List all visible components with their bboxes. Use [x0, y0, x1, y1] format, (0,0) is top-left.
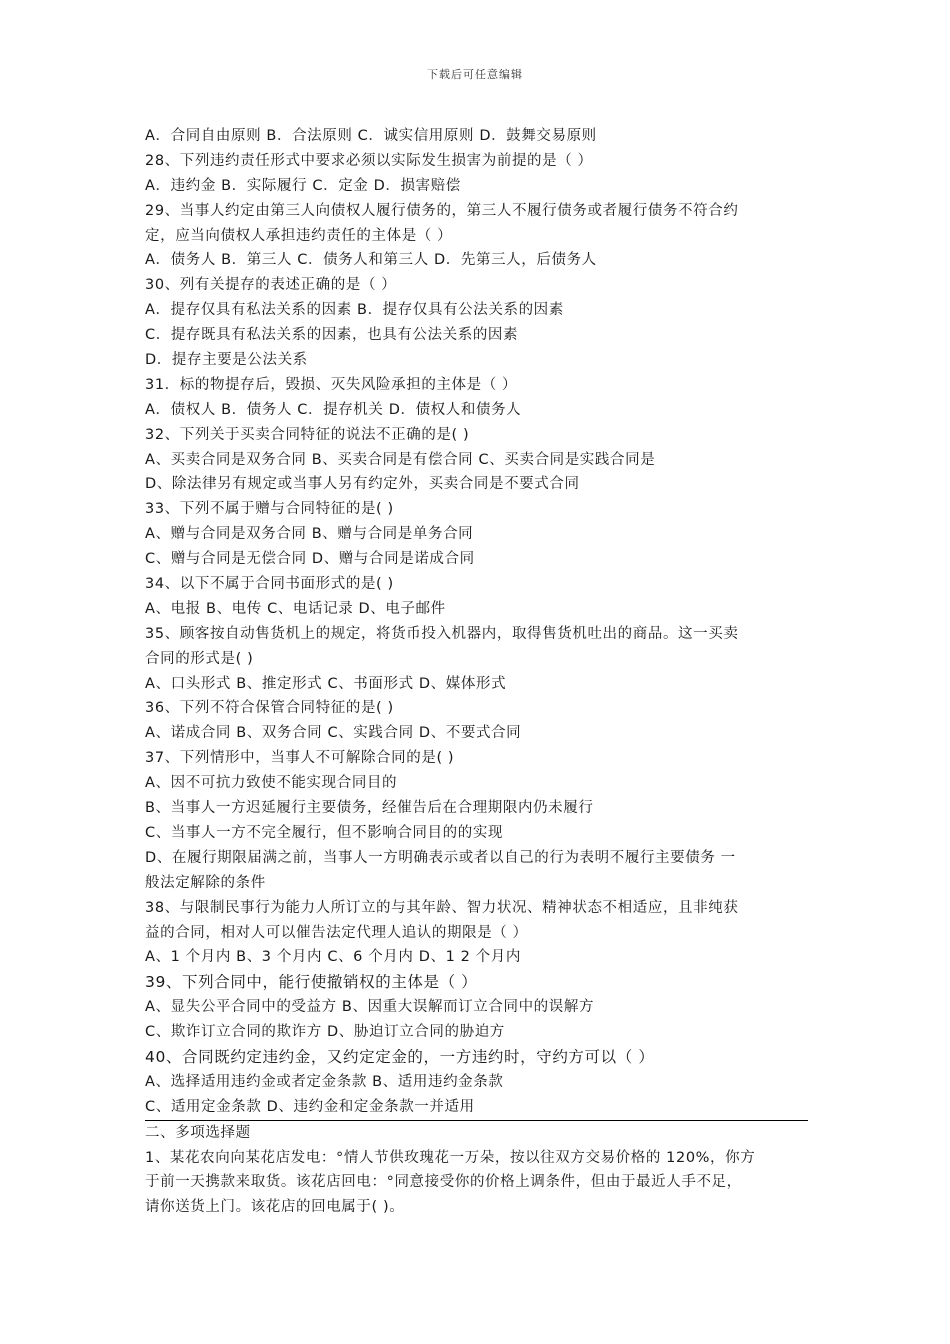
question-line: 32、下列关于买卖合同特征的说法不正确的是( ) [145, 426, 470, 443]
answer-line: A、显失公平合同中的受益方 B、因重大误解而订立合同中的误解方 [145, 999, 595, 1016]
answer-line: 般法定解除的条件 [145, 874, 266, 891]
question-line: 合同的形式是( ) [145, 650, 254, 667]
answer-line: B、当事人一方迟延履行主要债务，经催告后在合理期限内仍未履行 [145, 800, 594, 817]
question-line: 29、当事人约定由第三人向债权人履行债务的，第三人不履行债务或者履行债务不符合约 [145, 202, 739, 219]
question-line: 益的合同，相对人可以催告法定代理人追认的期限是（ ） [145, 924, 528, 941]
page-header: 下载后可任意编辑 [427, 68, 523, 81]
answer-line: A．提存仅具有私法关系的因素 B．提存仅具有公法关系的因素 [145, 302, 564, 319]
question-line: 34、以下不属于合同书面形式的是( ) [145, 576, 394, 593]
question-line: 39、下列合同中，能行使撤销权的主体是（ ） [145, 973, 478, 992]
answer-line: A、电报 B、电传 C、电话记录 D、电子邮件 [145, 600, 446, 617]
answer-line: A、诺成合同 B、双务合同 C、实践合同 D、不要式合同 [145, 725, 522, 742]
answer-line: A．债务人 B．第三人 C．债务人和第三人 D．先第三人，后债务人 [145, 252, 597, 269]
question-line: 33、下列不属于赠与合同特征的是( ) [145, 501, 394, 518]
question-line: 请你送货上门。该花店的回电属于( )。 [145, 1199, 405, 1216]
question-line: 35、顾客按自动售货机上的规定，将货币投入机器内，取得售货机吐出的商品。这一买卖 [145, 625, 739, 642]
answer-line: A、口头形式 B、推定形式 C、书面形式 D、媒体形式 [145, 675, 507, 692]
question-line: 28、下列违约责任形式中要求必须以实际发生损害为前提的是（ ） [145, 152, 593, 169]
answer-line: A．债权人 B．债务人 C．提存机关 D．债权人和债务人 [145, 401, 522, 418]
answer-line: A、因不可抗力致使不能实现合同目的 [145, 775, 398, 792]
answer-line: C、当事人一方不完全履行，但不影响合同目的的实现 [145, 824, 504, 841]
question-line: 定，应当向债权人承担违约责任的主体是（ ） [145, 227, 453, 244]
answer-line: A、赠与合同是双务合同 B、赠与合同是单务合同 [145, 526, 474, 543]
answer-line: A．违约金 B．实际履行 C．定金 D．损害赔偿 [145, 177, 461, 194]
answer-line: A、买卖合同是双务合同 B、买卖合同是有偿合同 C、买卖合同是实践合同是 [145, 451, 656, 468]
answer-line: C、适用定金条款 D、违约金和定金条款一并适用 [145, 1095, 808, 1121]
question-line: 于前一天携款来取货。该花店回电：°同意接受你的价格上调条件，但由于最近人手不足， [145, 1174, 742, 1191]
question-line: 37、下列情形中，当事人不可解除合同的是( ) [145, 750, 455, 767]
answer-line: D、在履行期限届满之前，当事人一方明确表示或者以自己的行为表明不履行主要债务 一 [145, 849, 736, 866]
question-line: 30、列有关提存的表述正确的是（ ） [145, 277, 397, 294]
answer-line: C、欺诈订立合同的欺诈方 D、胁迫订立合同的胁迫方 [145, 1024, 505, 1041]
question-line: 1、某花农向向某花店发电：°情人节供玫瑰花一万朵，按以往双方交易价格的 120%，你方 [145, 1149, 756, 1166]
answer-line: C．提存既具有私法关系的因素，也具有公法关系的因素 [145, 327, 519, 344]
answer-line: A．合同自由原则 B．合法原则 C．诚实信用原则 D．鼓舞交易原则 [145, 128, 597, 144]
answer-line: A、1 个月内 B、3 个月内 C、6 个月内 D、1 2 个月内 [145, 949, 521, 966]
question-line: 31．标的物提存后，毁损、灭失风险承担的主体是（ ） [145, 376, 518, 393]
answer-line: A、选择适用违约金或者定金条款 B、适用违约金条款 [145, 1073, 504, 1090]
answer-line: D、除法律另有规定或当事人另有约定外，买卖合同是不要式合同 [145, 476, 580, 493]
answer-line: D．提存主要是公法关系 [145, 352, 308, 369]
document-body [145, 124, 808, 1220]
question-line: 38、与限制民事行为能力人所订立的与其年龄、智力状况、精神状态不相适应，且非纯获 [145, 899, 739, 916]
section-heading: 二、多项选择题 [145, 1124, 251, 1141]
question-line: 36、下列不符合保管合同特征的是( ) [145, 700, 394, 717]
question-line: 40、合同既约定违约金，又约定定金的，一方违约时，守约方可以（ ） [145, 1047, 655, 1066]
answer-line: C、赠与合同是无偿合同 D、赠与合同是诺成合同 [145, 551, 475, 568]
